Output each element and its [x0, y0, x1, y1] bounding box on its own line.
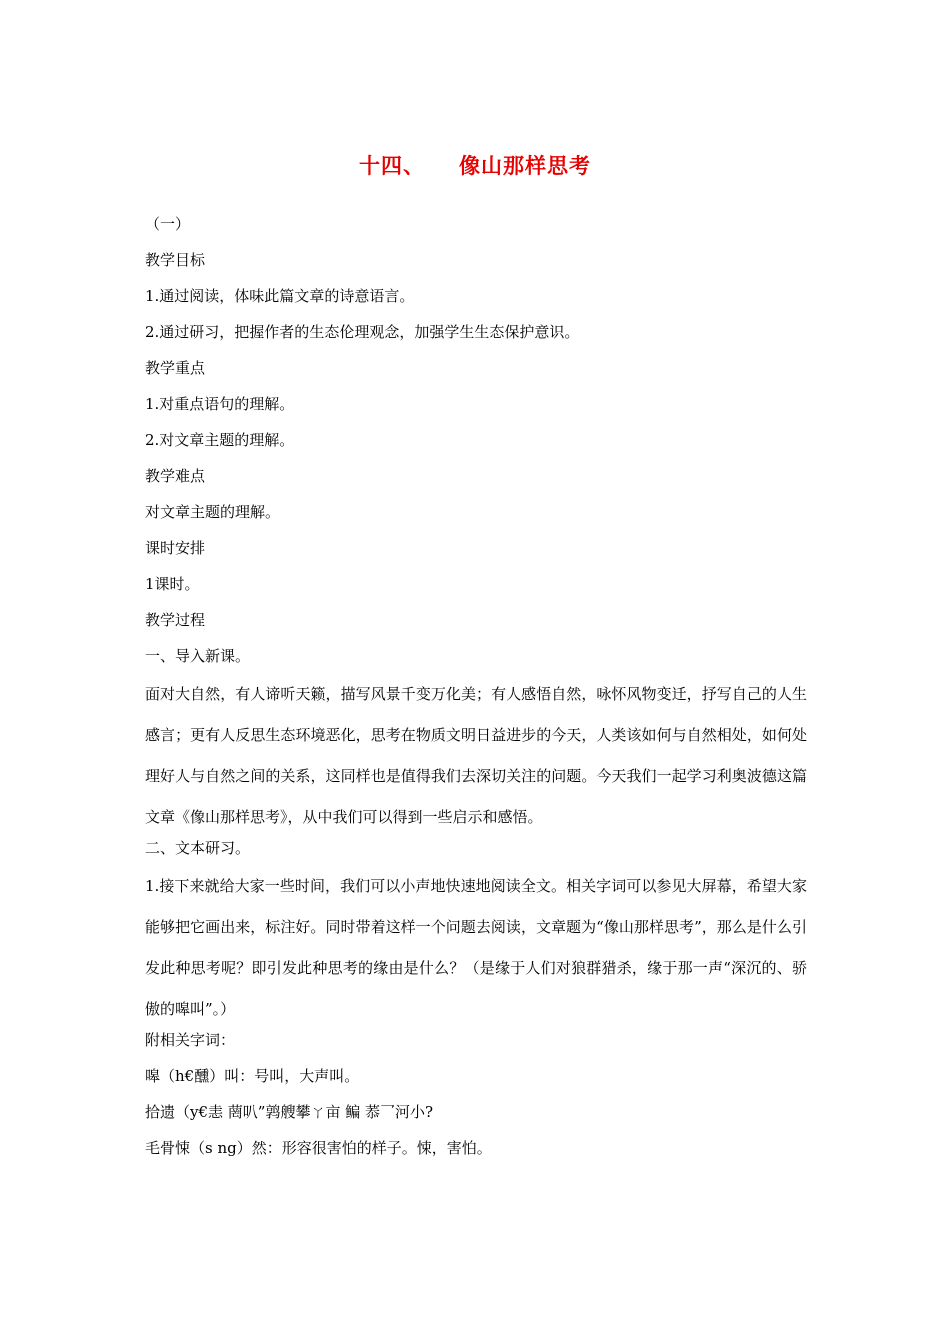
title-number: 十四、 [359, 154, 425, 178]
vocab-item: 毛骨悚（s ng）然：形容很害怕的样子。悚，害怕。 [145, 1139, 492, 1157]
goal-item-1: 1.通过阅读，体味此篇文章的诗意语言。 [145, 287, 415, 305]
vocab-heading: 附相关字词： [145, 1031, 236, 1049]
heading-teaching-goals: 教学目标 [145, 251, 206, 269]
section-one-heading: 一、导入新课。 [145, 647, 251, 665]
vocab-item: 嗥（h€醺）叫：号叫，大声叫。 [145, 1067, 360, 1085]
title-text: 像山那样思考 [459, 154, 591, 178]
difficulty-item: 对文章主题的理解。 [145, 503, 281, 521]
vocab-item: 拾遗（y€恚 菵叭”鹑艘攀ㄚ亩 鳊 菾乛河小? [145, 1103, 434, 1121]
document-body [145, 212, 807, 1172]
schedule-item: 1课时。 [145, 575, 200, 593]
section-two-heading: 二、文本研习。 [145, 839, 251, 857]
intro-paragraph: 面对大自然，有人谛听天籁，描写风景千变万化美；有人感悟自然，咏怀风物变迁，抒写自己的人生感言；更有人反思生态环境恶化，思考在物质文明日益进步的今天，人类该如何与自然相处，如何处理好人与自然之间的关系，这同样也是值得我们去深切关注的问题。今天我们一起学习利奥波德这篇文章《像山那样思考》，从中我们可以得到一些启示和感悟。 [145, 685, 807, 826]
key-point-2: 2.对文章主题的理解。 [145, 431, 295, 449]
heading-difficulties: 教学难点 [145, 467, 206, 485]
goal-item-2: 2.通过研习，把握作者的生态伦理观念，加强学生生态保护意识。 [145, 323, 580, 341]
key-point-1: 1.对重点语句的理解。 [145, 395, 295, 413]
heading-key-points: 教学重点 [145, 359, 206, 377]
section-marker: （一） [145, 215, 191, 233]
page-title [0, 150, 950, 180]
heading-process: 教学过程 [145, 611, 206, 629]
heading-schedule: 课时安排 [145, 539, 206, 557]
task-paragraph: 1.接下来就给大家一些时间，我们可以小声地快速地阅读全文。相关字词可以参见大屏幕，希望大家能够把它画出来，标注好。同时带着这样一个问题去阅读，文章题为“像山那样思考”，那么是什么引发此种思考呢？即引发此种思考的缘由是什么？（是缘于人们对狼群猎杀，缘于那一声“深沉的、骄傲的嗥叫”。） [145, 877, 807, 1018]
